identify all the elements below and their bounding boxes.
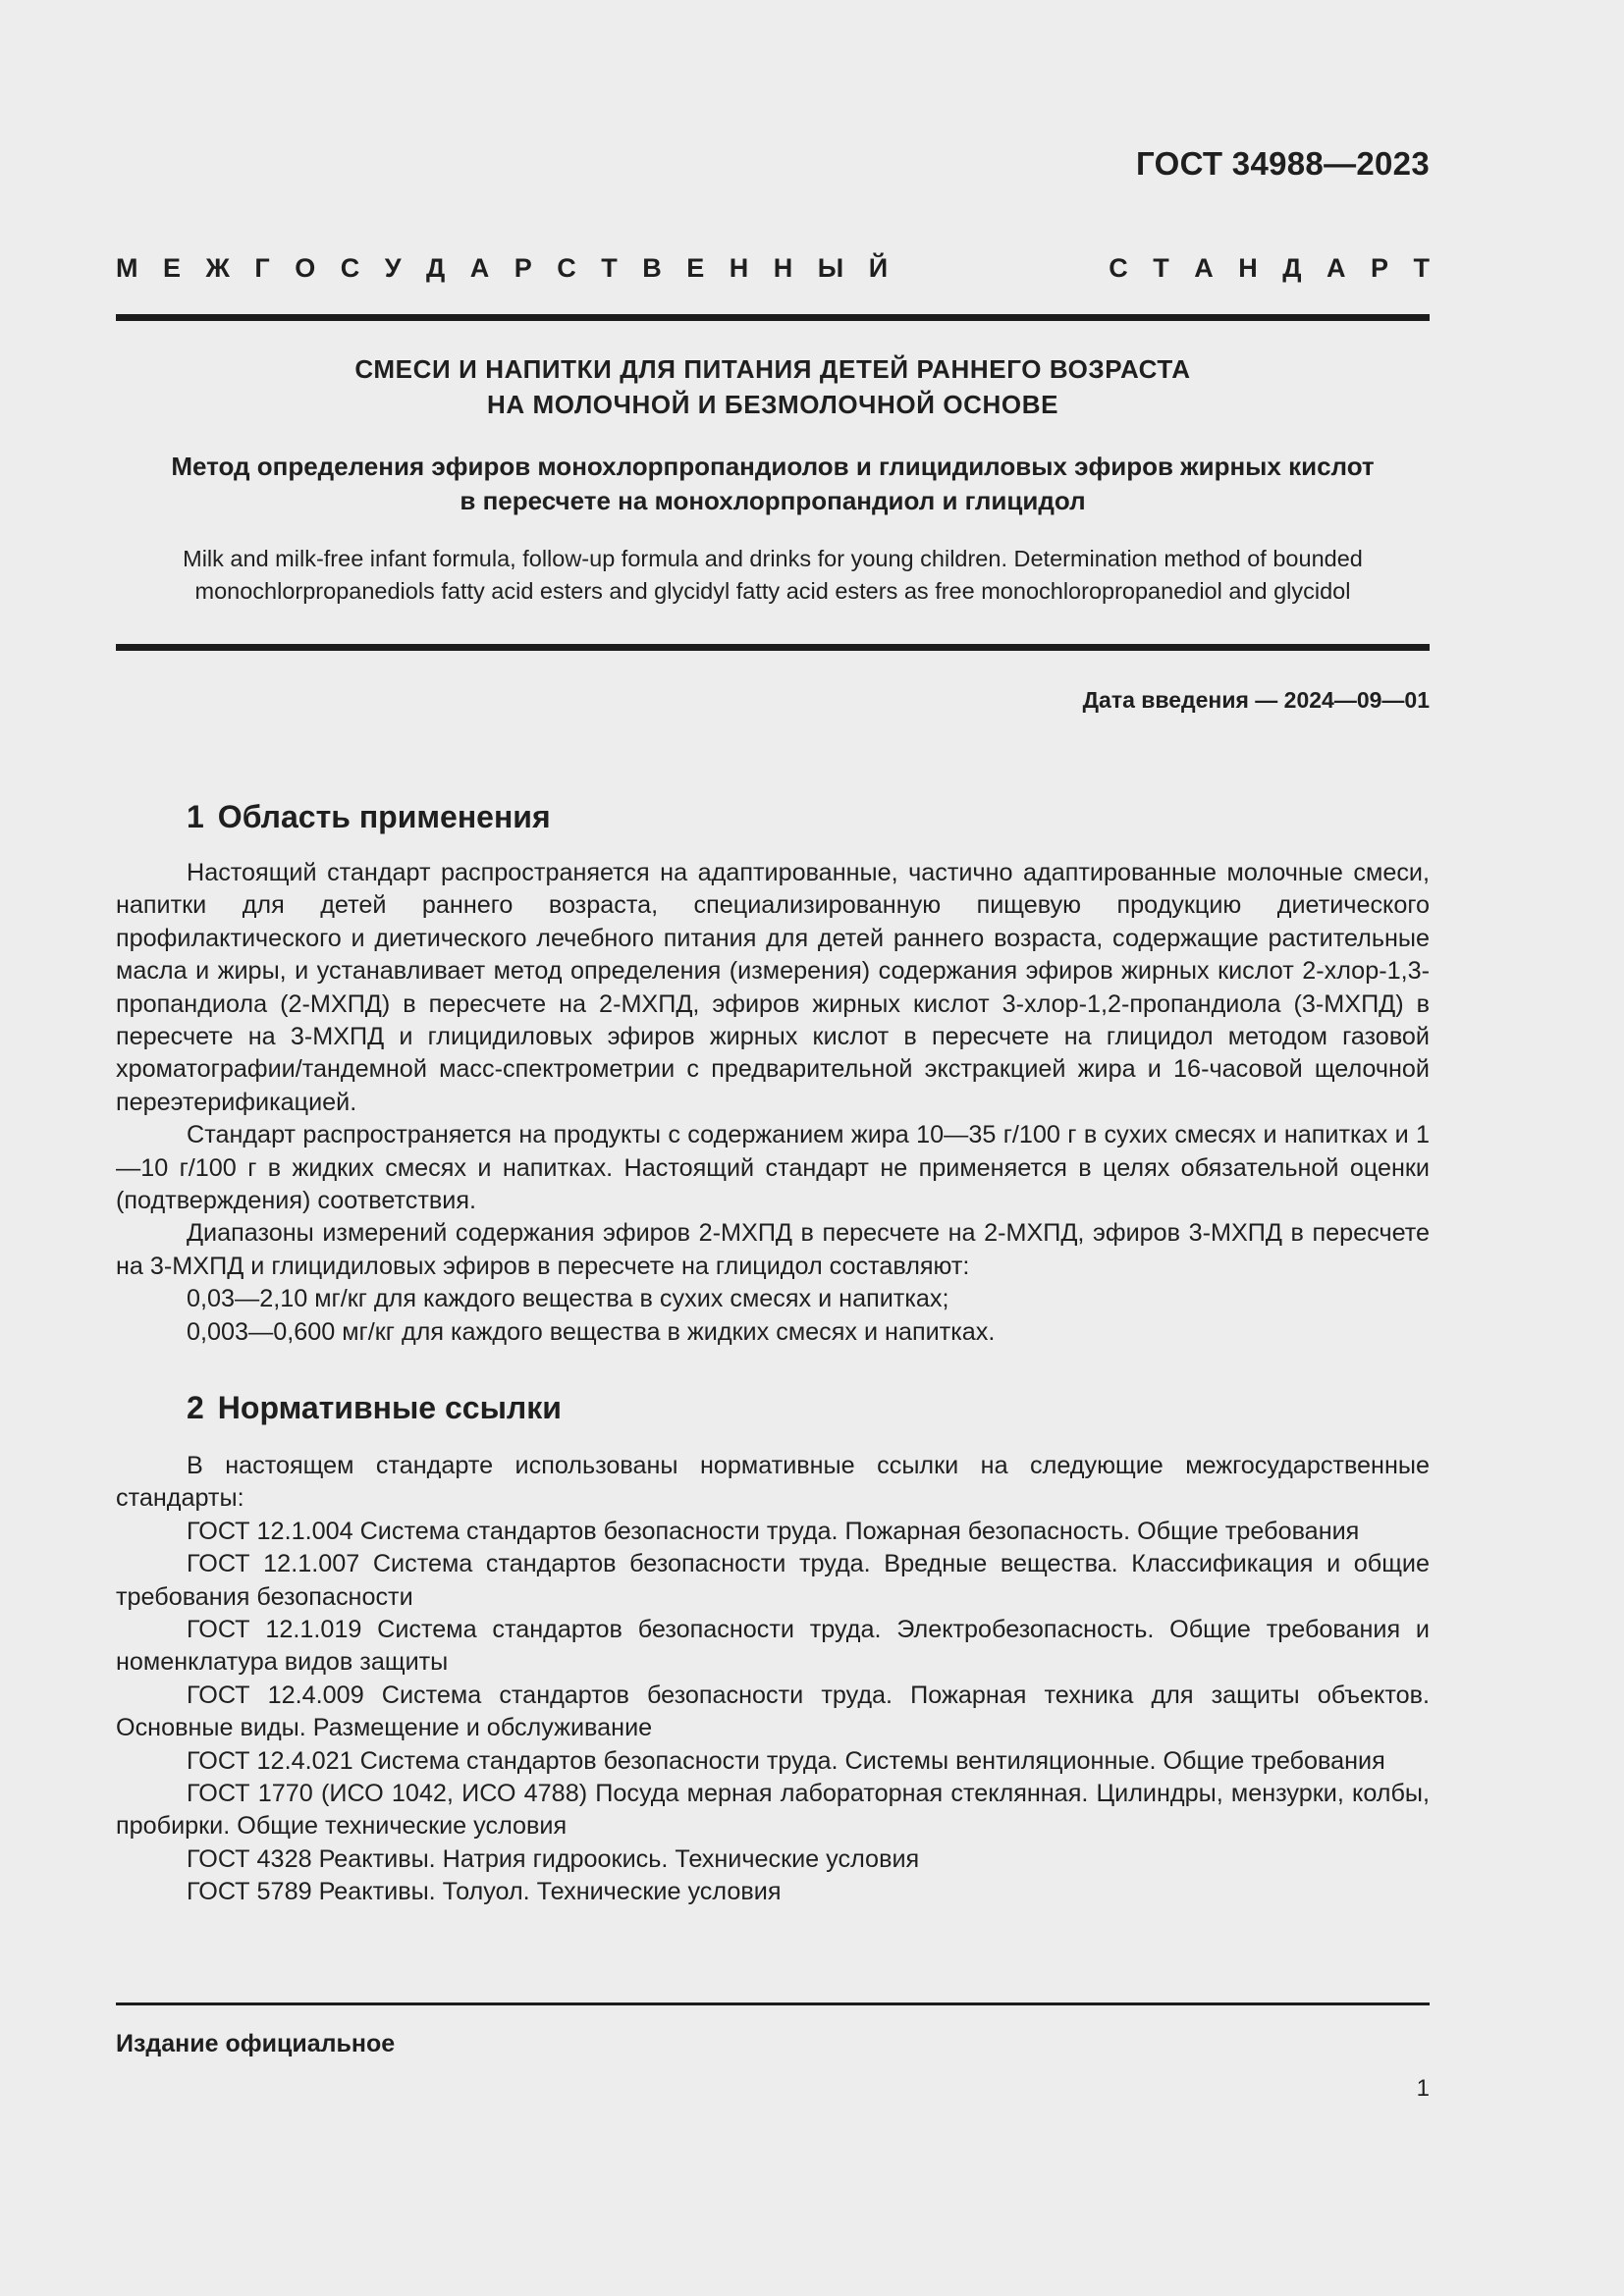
document-subtitle (116, 450, 1430, 518)
section-number: 2 (187, 1390, 204, 1425)
section-title: Область применения (217, 799, 551, 834)
english-title-line: Milk and milk-free infant formula, follow-up formula and drinks for young children. Determination method of bounded (183, 546, 1363, 571)
footer-rule (116, 2002, 1430, 2005)
interstate-word: М Е Ж Г О С У Д А Р С Т В Е Н Н Ы Й (116, 253, 889, 283)
reference-item: ГОСТ 5789 Реактивы. Толуол. Технические условия (187, 1878, 782, 1906)
reference-item: ГОСТ 12.1.007 Система стандартов безопасности труда. Вредные вещества. Классификация и общие требования безопасности (116, 1550, 1430, 1611)
title-line: СМЕСИ И НАПИТКИ ДЛЯ ПИТАНИЯ ДЕТЕЙ РАННЕГО ВОЗРАСТА (354, 354, 1191, 384)
subtitle-line: Метод определения эфиров монохлорпропандиолов и глицидиловых эфиров жирных кислот (171, 452, 1375, 481)
introduction-date: Дата введения — 2024—09—01 (1082, 687, 1430, 713)
english-title-line: monochlorpropanediols fatty acid esters and glycidyl fatty acid esters as free monochloropropanediol and glycidol (194, 578, 1351, 604)
english-title (116, 543, 1430, 608)
section-2-heading (187, 1390, 562, 1426)
paragraph: В настоящем стандарте использованы нормативные ссылки на следующие межгосударственные стандарты: (116, 1452, 1430, 1513)
standard-number: ГОСТ 34988—2023 (1136, 145, 1430, 182)
section-title: Нормативные ссылки (217, 1390, 562, 1425)
section-number: 1 (187, 799, 204, 834)
title-rule (116, 644, 1430, 651)
paragraph: Стандарт распространяется на продукты с содержанием жира 10—35 г/100 г в сухих смесях и напитках и 1—10 г/100 г в жидких смесях и напитках. Настоящий стандарт не применяется в целях обязательной оценки (подтверждения) соответствия. (116, 1121, 1430, 1215)
header-rule (116, 314, 1430, 321)
document-title (116, 351, 1430, 422)
section-1-heading (187, 799, 551, 835)
list-item: 0,003—0,600 мг/кг для каждого вещества в жидких смесях и напитках. (187, 1317, 996, 1346)
page-number: 1 (1416, 2075, 1430, 2102)
reference-item: ГОСТ 12.4.009 Система стандартов безопасности труда. Пожарная техника для защиты объектов. Основные виды. Размещение и обслуживание (116, 1681, 1430, 1742)
section-2-body (116, 1450, 1430, 1909)
standard-word: С Т А Н Д А Р Т (1109, 253, 1430, 283)
reference-item: ГОСТ 1770 (ИСО 1042, ИСО 4788) Посуда мерная лабораторная стеклянная. Цилиндры, мензурки, колбы, пробирки. Общие технические условия (116, 1780, 1430, 1841)
interstate-standard-heading (116, 253, 1430, 284)
paragraph: Настоящий стандарт распространяется на адаптированные, частично адаптированные молочные смеси, напитки для детей раннего возраста, специализированную пищевую продукцию диетического профилактического и диетического лечебного питания для детей раннего возраста, содержащие растительные масла и жиры, и устанавливает метод определения (измерения) содержания эфиров жирных кислот 2-хлор-1,3-пропандиола (2-МХПД) в пересчете на 2-МХПД, эфиров жирных кислот 3-хлор-1,2-пропандиола (3-МХПД) в пересчете на 3-МХПД и глицидиловых эфиров жирных кислот в пересчете на глицидол методом газовой хроматографии/тандемной масс-спектрометрии с предварительной экстракцией жира и 16-часовой щелочной переэтерификацией. (116, 859, 1430, 1116)
reference-item: ГОСТ 12.4.021 Система стандартов безопасности труда. Системы вентиляционные. Общие требования (187, 1746, 1385, 1775)
reference-item: ГОСТ 12.1.004 Система стандартов безопасности труда. Пожарная безопасность. Общие требования (187, 1517, 1360, 1545)
title-line: НА МОЛОЧНОЙ И БЕЗМОЛОЧНОЙ ОСНОВЕ (486, 390, 1059, 419)
subtitle-line: в пересчете на монохлорпропандиол и глицидол (460, 486, 1086, 515)
section-1-body (116, 857, 1430, 1349)
list-item: 0,03—2,10 мг/кг для каждого вещества в сухих смесях и напитках; (187, 1285, 949, 1313)
reference-item: ГОСТ 12.1.019 Система стандартов безопасности труда. Электробезопасность. Общие требования и номенклатура видов защиты (116, 1616, 1430, 1677)
official-edition-label: Издание официальное (116, 2030, 396, 2057)
reference-item: ГОСТ 4328 Реактивы. Натрия гидроокись. Технические условия (187, 1844, 920, 1873)
paragraph: Диапазоны измерений содержания эфиров 2-МХПД в пересчете на 2-МХПД, эфиров 3-МХПД в пересчете на 3-МХПД и глицидиловых эфиров в пересчете на глицидол составляют: (116, 1219, 1430, 1280)
